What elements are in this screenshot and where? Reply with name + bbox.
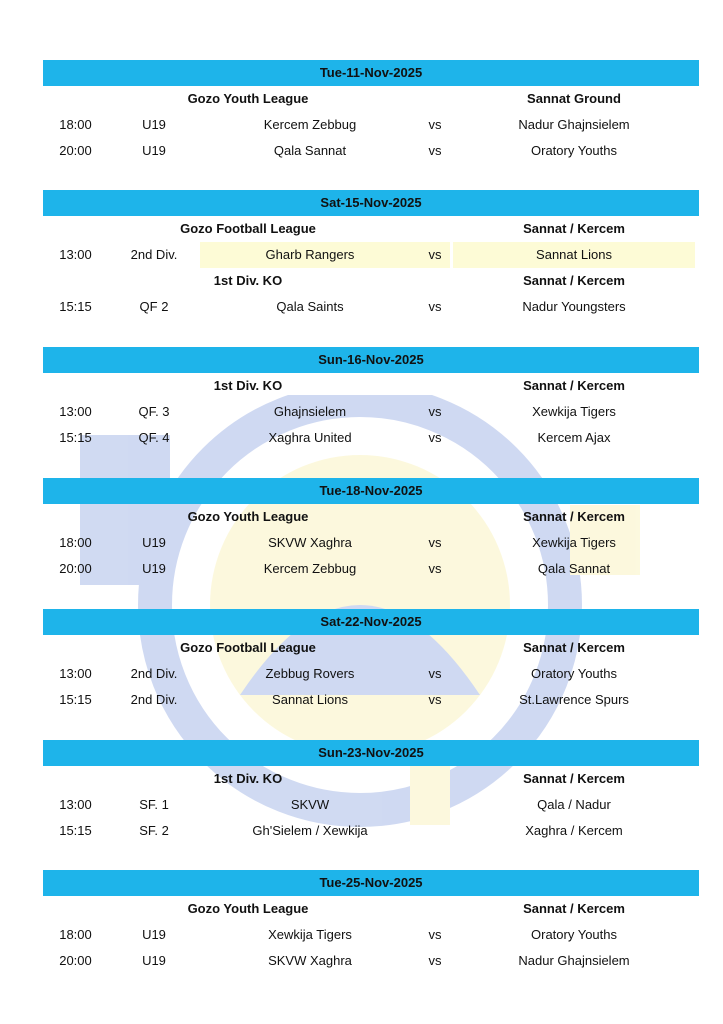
away-team: Oratory Youths	[531, 666, 617, 681]
home-team: Ghajnsielem	[273, 404, 347, 419]
match-row	[43, 556, 699, 582]
away-team: Qala / Nadur	[537, 797, 611, 812]
away-team: Xewkija Tigers	[532, 535, 616, 550]
vs-label: vs	[428, 953, 442, 968]
date-header: Sun-16-Nov-2025	[43, 347, 699, 373]
vs-label: vs	[428, 430, 442, 445]
match-time: 15:15	[59, 299, 92, 314]
competition-row	[43, 268, 699, 294]
competition-row	[43, 896, 699, 922]
away-team: Nadur Ghajnsielem	[518, 117, 630, 132]
match-time: 20:00	[59, 143, 92, 158]
match-category: U19	[142, 953, 166, 968]
away-team: Sannat Lions	[453, 242, 695, 268]
match-time: 13:00	[59, 797, 92, 812]
day-section	[43, 347, 699, 451]
match-category: QF. 4	[138, 430, 170, 445]
match-row	[43, 661, 699, 687]
home-team: Kercem Zebbug	[263, 117, 357, 132]
match-row	[43, 399, 699, 425]
away-team: Nadur Ghajnsielem	[518, 953, 630, 968]
competition-row	[43, 635, 699, 661]
match-row	[43, 138, 699, 164]
league-name: Gozo Youth League	[187, 901, 309, 916]
competition-row	[43, 504, 699, 530]
match-time: 13:00	[59, 247, 92, 262]
away-team: Xewkija Tigers	[532, 404, 616, 419]
home-team: SKVW Xaghra	[268, 953, 352, 968]
home-team: Gharb Rangers	[200, 242, 420, 268]
date-header: Sun-23-Nov-2025	[43, 740, 699, 766]
match-row	[43, 294, 699, 320]
date-header: Tue-11-Nov-2025	[43, 60, 699, 86]
away-team: Qala Sannat	[537, 561, 611, 576]
league-name: 1st Div. KO	[213, 378, 283, 393]
match-category: U19	[142, 143, 166, 158]
match-time: 13:00	[59, 666, 92, 681]
match-category: 2nd Div.	[130, 666, 178, 681]
home-team: Kercem Zebbug	[263, 561, 357, 576]
vs-label: vs	[428, 927, 442, 942]
match-time: 15:15	[59, 430, 92, 445]
vs-label: vs	[428, 666, 442, 681]
day-section	[43, 190, 699, 320]
venue-name: Sannat Ground	[527, 91, 621, 106]
vs-label: vs	[428, 692, 442, 707]
match-time: 15:15	[59, 692, 92, 707]
match-category: U19	[142, 561, 166, 576]
match-row	[43, 242, 699, 268]
match-row	[43, 687, 699, 713]
match-category: 2nd Div.	[130, 692, 178, 707]
match-row	[43, 112, 699, 138]
vs-label: vs	[420, 242, 450, 268]
venue-name: Sannat / Kercem	[523, 640, 625, 655]
match-category: U19	[142, 535, 166, 550]
home-team: Xewkija Tigers	[268, 927, 352, 942]
venue-name: Sannat / Kercem	[523, 771, 625, 786]
home-team: SKVW Xaghra	[268, 535, 352, 550]
date-header: Sat-22-Nov-2025	[43, 609, 699, 635]
league-name: Gozo Football League	[180, 640, 316, 655]
competition-row	[43, 86, 699, 112]
day-section	[43, 870, 699, 974]
away-team: Nadur Youngsters	[522, 299, 626, 314]
home-team: Qala Sannat	[273, 143, 347, 158]
day-section	[43, 478, 699, 582]
vs-label: vs	[428, 535, 442, 550]
vs-label	[420, 818, 450, 844]
day-section	[43, 609, 699, 713]
venue-name: Sannat / Kercem	[523, 273, 625, 288]
competition-row	[43, 373, 699, 399]
match-row	[43, 425, 699, 451]
match-category: 2nd Div.	[130, 247, 178, 262]
date-header: Tue-18-Nov-2025	[43, 478, 699, 504]
day-section	[43, 740, 699, 844]
vs-label: vs	[428, 561, 442, 576]
away-team: Xaghra / Kercem	[525, 823, 623, 838]
away-team: Oratory Youths	[531, 927, 617, 942]
venue-name: Sannat / Kercem	[523, 378, 625, 393]
match-time: 18:00	[59, 927, 92, 942]
league-name: Gozo Youth League	[187, 509, 309, 524]
competition-row	[43, 216, 699, 242]
vs-label: vs	[428, 143, 442, 158]
vs-label: vs	[428, 299, 442, 314]
match-time: 18:00	[59, 117, 92, 132]
date-header: Tue-25-Nov-2025	[43, 870, 699, 896]
vs-label	[420, 792, 450, 818]
home-team: Qala Saints	[276, 299, 344, 314]
match-category: U19	[142, 927, 166, 942]
date-header: Sat-15-Nov-2025	[43, 190, 699, 216]
league-name: Gozo Youth League	[187, 91, 309, 106]
home-team: Xaghra United	[268, 430, 352, 445]
home-team: Zebbug Rovers	[265, 666, 355, 681]
match-row	[43, 792, 699, 818]
away-team: Kercem Ajax	[537, 430, 611, 445]
league-name: 1st Div. KO	[213, 273, 283, 288]
match-row	[43, 948, 699, 974]
match-category: QF 2	[139, 299, 169, 314]
match-time: 18:00	[59, 535, 92, 550]
league-name: Gozo Football League	[180, 221, 316, 236]
vs-label: vs	[428, 117, 442, 132]
league-name: 1st Div. KO	[213, 771, 283, 786]
match-time: 13:00	[59, 404, 92, 419]
match-row	[43, 922, 699, 948]
match-time: 20:00	[59, 561, 92, 576]
match-time: 20:00	[59, 953, 92, 968]
vs-label: vs	[428, 404, 442, 419]
match-category: U19	[142, 117, 166, 132]
day-section	[43, 60, 699, 164]
match-time: 15:15	[59, 823, 92, 838]
home-team: Sannat Lions	[272, 692, 348, 707]
competition-row	[43, 766, 699, 792]
venue-name: Sannat / Kercem	[523, 221, 625, 236]
match-row	[43, 818, 699, 844]
away-team: St.Lawrence Spurs	[519, 692, 629, 707]
home-team: Gh'Sielem / Xewkija	[252, 823, 368, 838]
home-team: SKVW	[290, 797, 330, 812]
match-category: QF. 3	[138, 404, 170, 419]
venue-name: Sannat / Kercem	[523, 509, 625, 524]
match-category: SF. 1	[139, 797, 169, 812]
away-team: Oratory Youths	[531, 143, 617, 158]
match-category: SF. 2	[139, 823, 169, 838]
match-row	[43, 530, 699, 556]
venue-name: Sannat / Kercem	[523, 901, 625, 916]
